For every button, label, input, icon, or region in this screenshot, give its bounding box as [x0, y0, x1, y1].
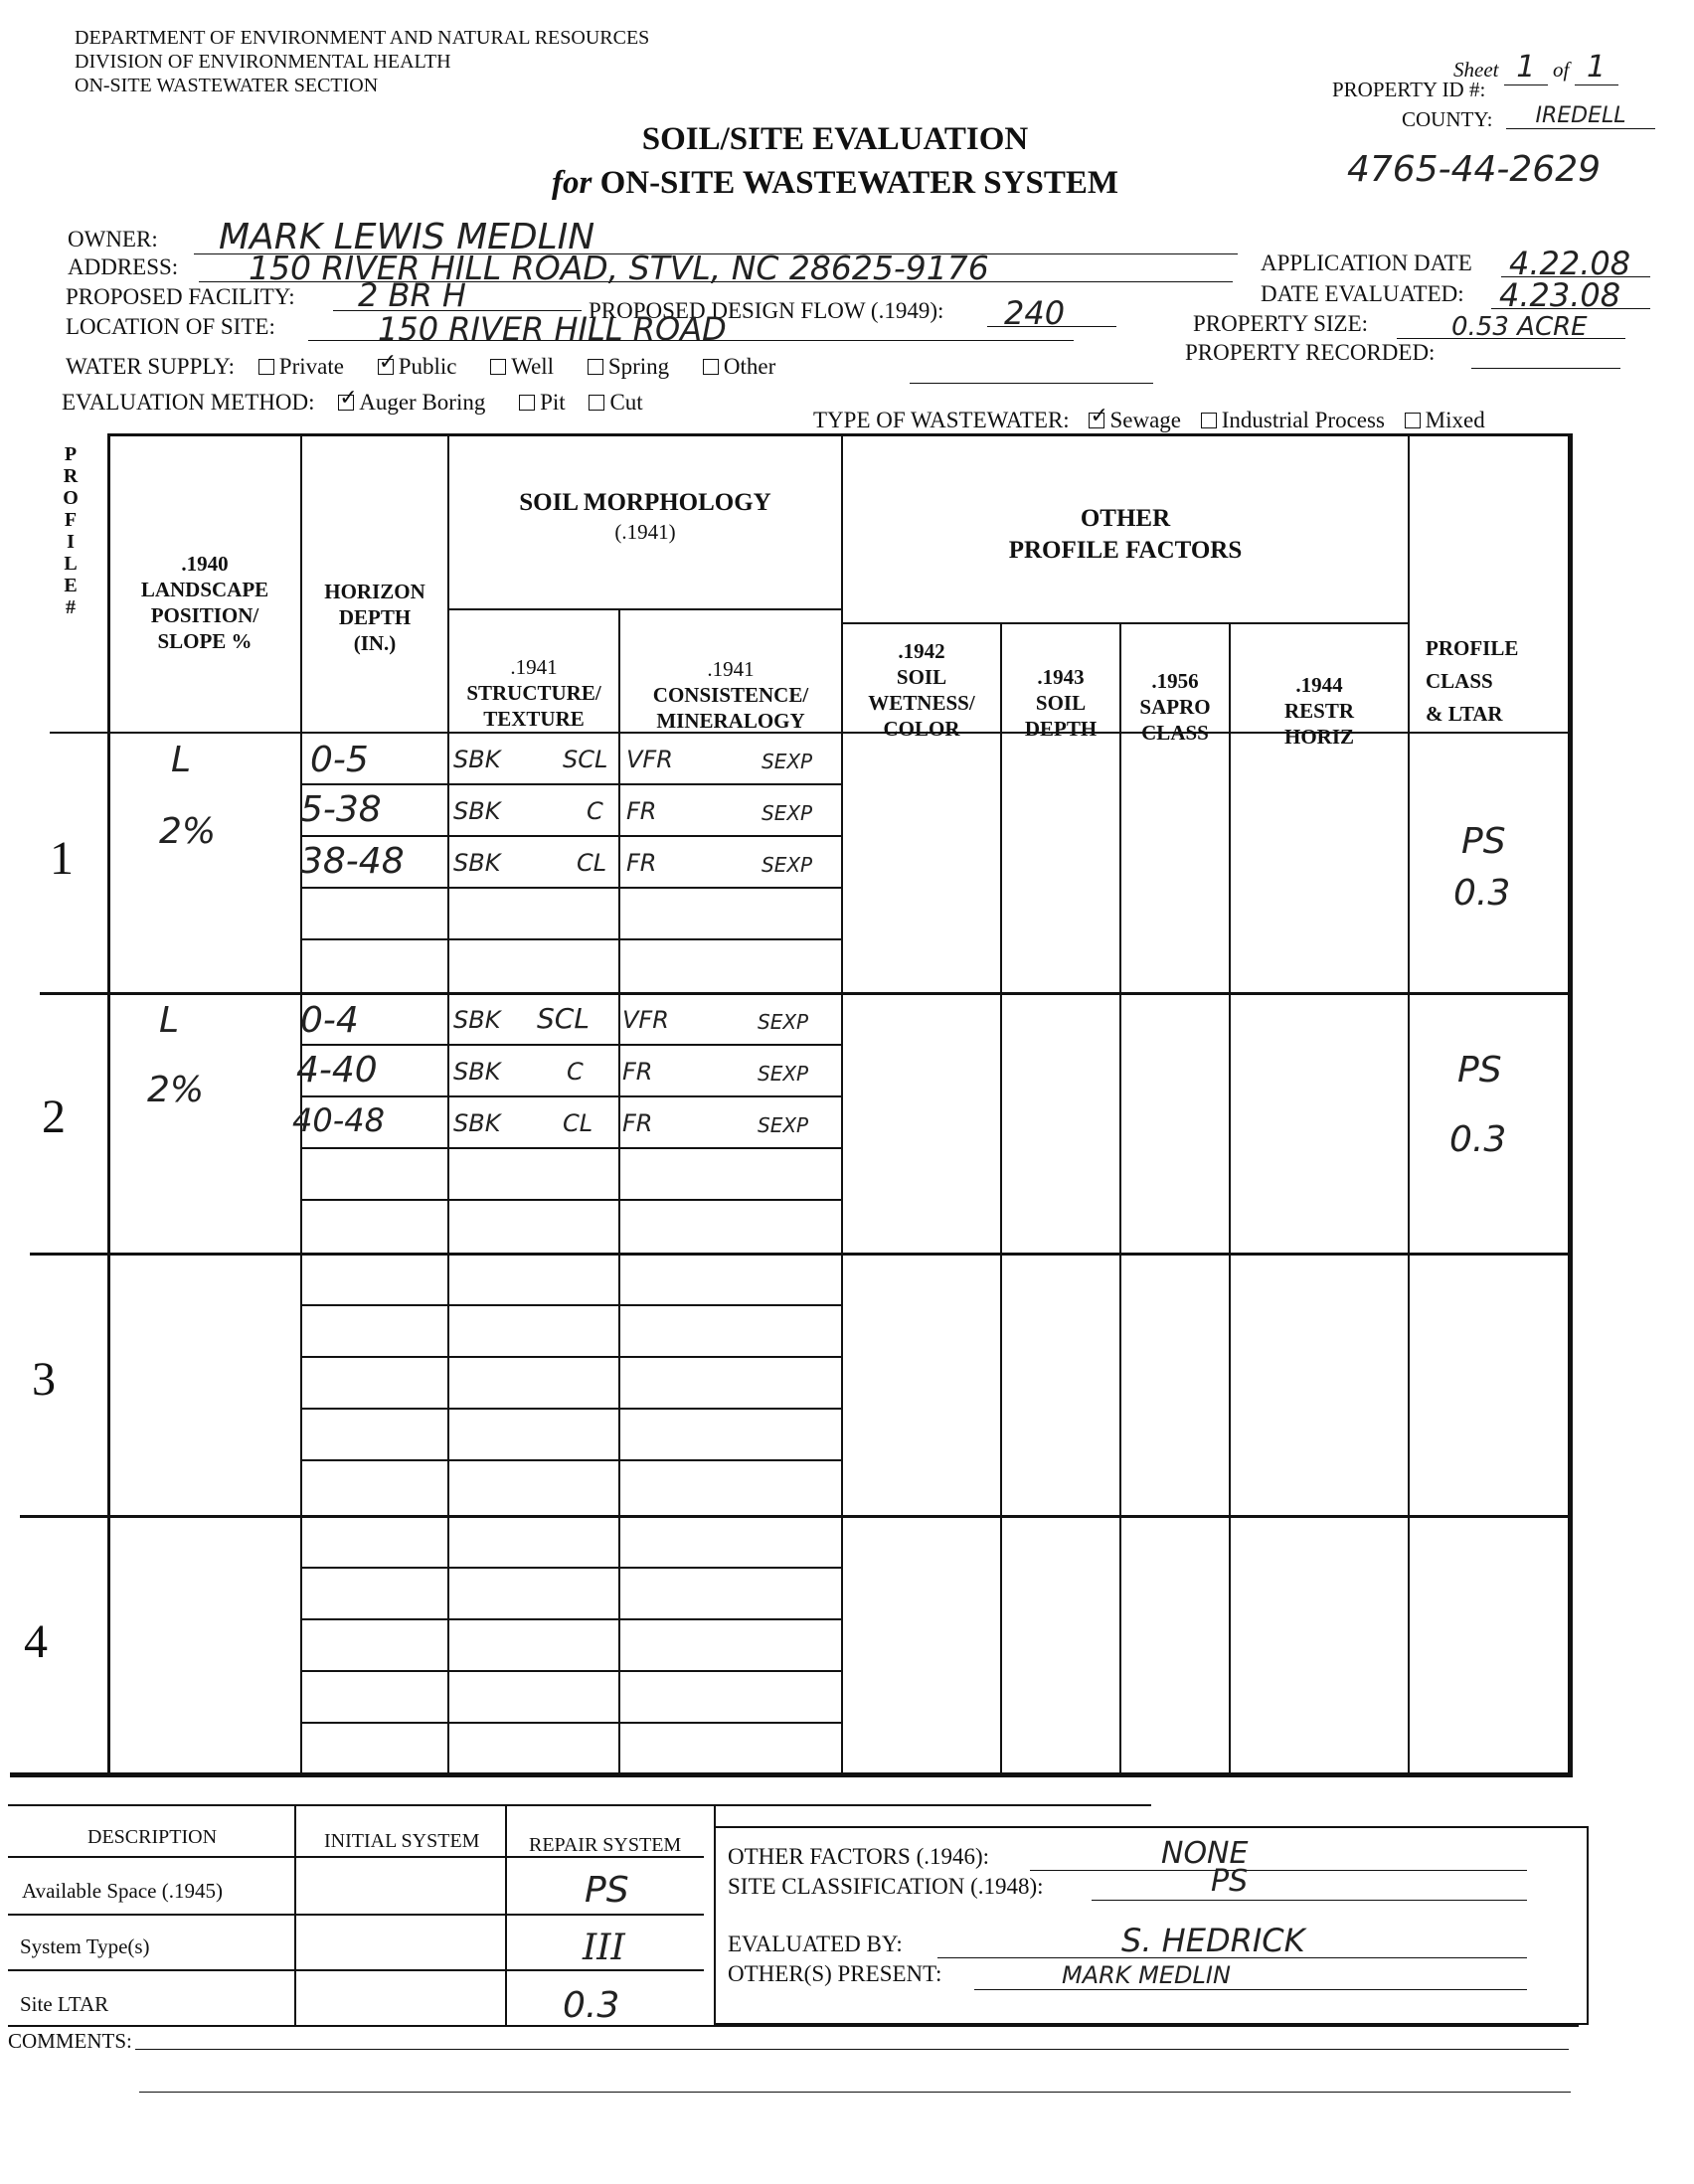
summary-row1-line: [8, 1914, 704, 1916]
sheet-number: 1: [1504, 50, 1548, 85]
consistence-h3: MINERALOGY: [656, 709, 805, 733]
p1-h2-texture: C: [587, 797, 603, 825]
water-spring-option[interactable]: [588, 354, 669, 380]
p2-h3-mineral: SEXP: [758, 1113, 809, 1137]
soil-morph-title: SOIL MORPHOLOGY: [519, 489, 771, 516]
department-header: [75, 26, 649, 97]
wastewater-sewage-option[interactable]: [1089, 408, 1181, 433]
p2-h1-consist: VFR: [622, 1006, 669, 1034]
restr-h2: RESTR: [1283, 699, 1355, 723]
county-value: IREDELL: [1506, 103, 1655, 129]
p2-row-line-1: [300, 1044, 841, 1046]
restr-h1: .1944: [1295, 673, 1343, 697]
structure-h1: .1941: [510, 655, 558, 679]
water-other-checkbox[interactable]: [703, 359, 719, 375]
p2-h1-struct: SBK: [453, 1006, 501, 1034]
wetness-h4: COLOR: [883, 717, 960, 741]
available-space-repair: PS: [585, 1870, 629, 1911]
summary-bottom-line: [8, 2025, 1579, 2027]
p1-row-line-4: [300, 938, 841, 940]
dept-line-3: ON-SITE WASTEWATER SECTION: [75, 75, 379, 96]
p1-profile-class: PS: [1461, 821, 1506, 862]
wetness-h1: .1942: [898, 639, 945, 663]
p2-h3-consist: FR: [622, 1109, 653, 1137]
p4-row-line-1: [300, 1567, 841, 1569]
landscape-h1: .1940: [181, 552, 229, 576]
p4-row-line-2: [300, 1618, 841, 1620]
p3-row-line-3: [300, 1408, 841, 1410]
system-summary: [8, 1804, 1599, 2053]
eval-pit-label: Pit: [540, 390, 566, 415]
p2-slope: 2%: [147, 1070, 205, 1110]
facility-value: 2 BR H: [358, 276, 466, 314]
profile-1-separator: [40, 992, 1573, 995]
consistence-h2: CONSISTENCE/: [652, 683, 809, 707]
p1-row-line-3: [300, 887, 841, 889]
p2-profile-class: PS: [1457, 1050, 1502, 1091]
water-spring-checkbox[interactable]: [588, 359, 603, 375]
water-public-option[interactable]: [378, 354, 457, 380]
other-factors-h1: OTHER: [1080, 505, 1171, 532]
site-class-label: SITE CLASSIFICATION (.1948):: [728, 1874, 1044, 1899]
profile-4-number: 4: [24, 1615, 48, 1668]
repair-system-col-header: REPAIR SYSTEM: [529, 1834, 682, 1856]
property-size-label: PROPERTY SIZE:: [1193, 311, 1369, 336]
eval-cut-label: Cut: [609, 390, 643, 415]
p1-landscape: L: [171, 740, 192, 780]
eval-auger-label: Auger Boring: [359, 390, 486, 415]
form-title: SOIL/SITE EVALUATION: [641, 121, 1029, 157]
water-other-option[interactable]: [703, 354, 775, 380]
sapro-h1: .1956: [1151, 669, 1199, 693]
dept-line-2: DIVISION OF ENVIRONMENTAL HEALTH: [75, 51, 451, 73]
landscape-col-header: [109, 551, 300, 654]
horizon-h1: HORIZON: [324, 580, 425, 603]
sheet-label: Sheet: [1453, 58, 1499, 82]
p1-h2-depth: 5-38: [300, 789, 382, 830]
design-flow-value: 240: [1004, 294, 1066, 332]
others-present-label: OTHER(S) PRESENT:: [728, 1961, 942, 1986]
landscape-h2: LANDSCAPE: [140, 578, 269, 601]
p4-row-line-4: [300, 1722, 841, 1724]
p2-h2-struct: SBK: [453, 1058, 501, 1086]
wetness-col-header: [843, 638, 1000, 742]
p1-h1-consist: VFR: [626, 746, 673, 773]
p2-row-line-2: [300, 1095, 841, 1097]
property-id-value: 4765-44-2629: [1347, 149, 1602, 190]
comments-line: [135, 2049, 1569, 2050]
site-ltar-label: Site LTAR: [20, 1992, 109, 2016]
p1-slope: 2%: [159, 811, 217, 852]
restr-h3: HORIZ: [1283, 725, 1354, 749]
p2-h1-depth: 0-4: [300, 1000, 359, 1041]
of-label: of: [1552, 58, 1570, 82]
profile-2-number: 2: [42, 1091, 66, 1143]
p2-h1-mineral: SEXP: [758, 1010, 809, 1034]
water-private-label: Private: [278, 354, 344, 379]
others-present-line: [974, 1989, 1527, 1990]
horizon-h3: (IN.): [353, 631, 397, 655]
structure-h2: STRUCTURE/: [466, 681, 601, 705]
restr-col-header: [1231, 672, 1408, 750]
p2-h1-texture: SCL: [537, 1002, 590, 1035]
p4-row-line-3: [300, 1670, 841, 1672]
eval-method-row: [62, 390, 671, 416]
water-public-checkbox[interactable]: [378, 359, 394, 375]
class-h1: PROFILE: [1426, 636, 1519, 660]
eval-auger-checkbox[interactable]: [338, 395, 354, 411]
wastewater-mixed-option[interactable]: [1405, 408, 1485, 433]
water-supply-row: [66, 354, 803, 380]
p1-h3-depth: 38-48: [300, 841, 405, 882]
property-recorded-line: [1471, 368, 1620, 369]
p1-row-line-1: [300, 783, 841, 785]
location-label: LOCATION OF SITE:: [66, 314, 275, 339]
p2-h2-depth: 4-40: [296, 1050, 378, 1091]
system-type-repair: III: [583, 1928, 625, 1968]
evaluated-by-value: S. HEDRICK: [1121, 1922, 1305, 1959]
app-date-value: 4.22.08: [1509, 245, 1631, 282]
site-ltar-repair: 0.3: [563, 1985, 620, 2026]
p1-h1-texture: SCL: [563, 746, 608, 773]
county-label: COUNTY:: [1402, 107, 1493, 131]
other-factors-value: NONE: [1161, 1836, 1249, 1871]
p1-h3-consist: FR: [626, 849, 657, 877]
p1-h2-mineral: SEXP: [762, 801, 813, 825]
water-other-label: Other: [723, 354, 776, 379]
class-col-header: [1410, 632, 1589, 731]
other-factors-sub-line: [841, 622, 1408, 624]
p1-h1-mineral: SEXP: [762, 750, 813, 773]
profile-3-number: 3: [32, 1353, 56, 1406]
wastewater-mixed-label: Mixed: [1425, 408, 1485, 432]
horizon-col-divider: [447, 433, 449, 1777]
soil-morphology-header: [449, 487, 841, 545]
p2-ltar: 0.3: [1449, 1119, 1507, 1160]
consistence-col-header: [620, 656, 841, 734]
wastewater-row: [813, 408, 1513, 433]
wastewater-industrial-option[interactable]: [1201, 408, 1385, 433]
landscape-h4: SLOPE %: [157, 629, 253, 653]
water-well-checkbox[interactable]: [490, 359, 506, 375]
wastewater-label: TYPE OF WASTEWATER:: [813, 408, 1070, 432]
profile-3-separator: [20, 1515, 1573, 1518]
summary-row2-line: [8, 1969, 704, 1971]
water-public-label: Public: [398, 354, 457, 379]
class-h3: & LTAR: [1426, 702, 1503, 726]
p2-h2-consist: FR: [622, 1058, 653, 1086]
wastewater-industrial-checkbox[interactable]: [1201, 413, 1217, 428]
eval-pit-option[interactable]: [519, 390, 566, 416]
p3-row-line-1: [300, 1304, 841, 1306]
other-factors-line: [1030, 1870, 1527, 1871]
comments-label: COMMENTS:: [8, 2029, 132, 2053]
header-bottom-line: [50, 732, 1573, 734]
p2-h3-struct: SBK: [453, 1109, 501, 1137]
profile-col-header: [62, 443, 91, 618]
p2-h3-texture: CL: [563, 1109, 593, 1137]
p1-h1-struct: SBK: [453, 746, 501, 773]
p1-h3-mineral: SEXP: [762, 853, 813, 877]
desc-col-divider: [294, 1804, 296, 2025]
eval-cut-option[interactable]: [589, 390, 642, 416]
water-other-line: [910, 383, 1153, 384]
p1-h3-texture: CL: [577, 849, 607, 877]
address-value: 150 RIVER HILL ROAD, STVL, NC 28625-9176: [249, 249, 989, 287]
others-present-value: MARK MEDLIN: [1062, 1961, 1231, 1989]
date-evaluated-label: DATE EVALUATED:: [1261, 281, 1464, 306]
p3-row-line-2: [300, 1356, 841, 1358]
system-type-label: System Type(s): [20, 1934, 150, 1958]
initial-system-col-header: INITIAL SYSTEM: [324, 1830, 480, 1852]
title-for: for: [551, 165, 593, 201]
sheet-total: 1: [1575, 50, 1618, 85]
owner-value: MARK LEWIS MEDLIN: [219, 217, 595, 257]
facility-label: PROPOSED FACILITY:: [66, 284, 295, 309]
property-size-value: 0.53 ACRE: [1451, 312, 1588, 342]
wetness-h2: SOIL: [896, 665, 947, 689]
other-factors-label: OTHER FACTORS (.1946):: [728, 1844, 990, 1869]
p3-row-line-4: [300, 1459, 841, 1461]
comments-line-2: [139, 2092, 1571, 2093]
design-flow-label: PROPOSED DESIGN FLOW (.1949):: [589, 298, 944, 323]
other-factors-header: [843, 503, 1408, 567]
p2-h2-mineral: SEXP: [758, 1062, 809, 1086]
initial-col-divider: [505, 1804, 507, 2025]
soil-depth-h3: DEPTH: [1024, 717, 1098, 741]
sapro-col-header: [1121, 668, 1229, 746]
available-space-label: Available Space (.1945): [22, 1879, 223, 1903]
wastewater-sewage-checkbox[interactable]: [1089, 413, 1104, 428]
structure-col-header: [449, 654, 618, 732]
eval-auger-option[interactable]: [338, 390, 485, 416]
address-label: ADDRESS:: [68, 254, 179, 279]
morphology-col-divider: [841, 433, 843, 1777]
form-subtitle: [437, 165, 1233, 202]
wetness-h3: WETNESS/: [868, 691, 975, 715]
app-date-label: APPLICATION DATE: [1261, 251, 1472, 275]
morphology-sub-line: [447, 608, 841, 610]
owner-label: OWNER:: [68, 227, 158, 252]
site-class-value: PS: [1211, 1864, 1249, 1899]
date-evaluated-value: 4.23.08: [1499, 276, 1621, 314]
consistence-h1: .1941: [707, 657, 755, 681]
class-h2: CLASS: [1426, 669, 1493, 693]
water-supply-label: WATER SUPPLY:: [66, 354, 236, 379]
depth-col-divider: [1119, 622, 1121, 1777]
property-id-label: PROPERTY ID #:: [1332, 78, 1486, 101]
site-class-line: [1092, 1900, 1527, 1901]
p1-ltar: 0.3: [1453, 873, 1511, 914]
wastewater-sewage-label: Sewage: [1109, 408, 1181, 432]
p2-h2-texture: C: [567, 1058, 584, 1086]
location-value: 150 RIVER HILL ROAD: [378, 310, 727, 348]
p2-landscape: L: [159, 1000, 180, 1041]
soil-morph-code: (.1941): [614, 520, 676, 544]
water-spring-label: Spring: [607, 354, 670, 379]
title-line-2: ON-SITE WASTEWATER SYSTEM: [599, 165, 1119, 201]
water-well-label: Well: [511, 354, 555, 379]
p2-h3-depth: 40-48: [292, 1101, 385, 1139]
property-recorded-label: PROPERTY RECORDED:: [1185, 340, 1436, 365]
horizon-h2: DEPTH: [338, 605, 412, 629]
p2-row-line-4: [300, 1199, 841, 1201]
p1-h2-consist: FR: [626, 797, 657, 825]
p2-row-line-3: [300, 1147, 841, 1149]
horizon-col-header: [302, 579, 447, 656]
wastewater-mixed-checkbox[interactable]: [1405, 413, 1421, 428]
eval-method-label: EVALUATION METHOD:: [62, 390, 315, 415]
sapro-h2: SAPRO: [1139, 695, 1211, 719]
p1-h3-struct: SBK: [453, 849, 501, 877]
water-private-option[interactable]: [258, 354, 344, 380]
eval-cut-checkbox[interactable]: [589, 395, 604, 411]
p1-h1-depth: 0-5: [310, 740, 369, 780]
eval-pit-checkbox[interactable]: [519, 395, 535, 411]
soil-depth-h2: SOIL: [1035, 691, 1087, 715]
profile-table: [10, 433, 1573, 1777]
dept-line-1: DEPARTMENT OF ENVIRONMENT AND NATURAL RESOURCES: [75, 27, 650, 49]
soil-depth-h1: .1943: [1037, 665, 1085, 689]
description-col-header: DESCRIPTION: [87, 1826, 218, 1848]
water-private-checkbox[interactable]: [258, 359, 274, 375]
wetness-col-divider: [1000, 622, 1002, 1777]
profile-col-header-text: PROFILE #: [63, 443, 79, 618]
landscape-h3: POSITION/: [150, 603, 259, 627]
wastewater-industrial-label: Industrial Process: [1221, 408, 1385, 432]
structure-h3: TEXTURE: [483, 707, 585, 731]
profile-1-number: 1: [50, 832, 74, 885]
other-factors-h2: PROFILE FACTORS: [1008, 537, 1243, 564]
water-well-option[interactable]: [490, 354, 554, 380]
sapro-col-divider: [1229, 622, 1231, 1777]
p1-h2-struct: SBK: [453, 797, 501, 825]
p1-row-line-2: [300, 835, 841, 837]
evaluated-by-label: EVALUATED BY:: [728, 1932, 903, 1956]
summary-top-line: [8, 1804, 1151, 1806]
profile-2-separator: [30, 1253, 1573, 1256]
soil-depth-col-header: [1002, 664, 1119, 742]
sapro-h3: CLASS: [1141, 721, 1209, 745]
